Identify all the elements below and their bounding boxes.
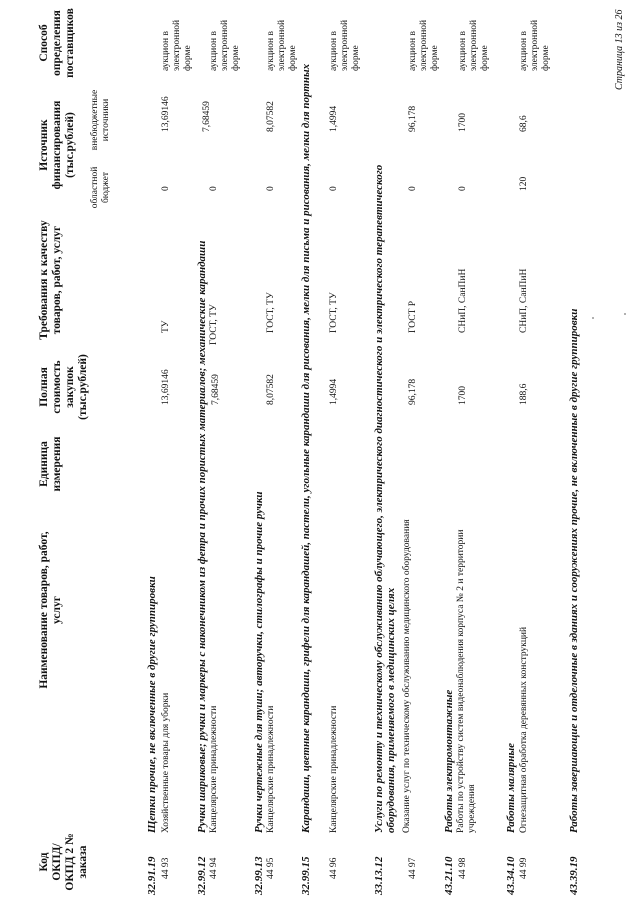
- source-extra: 7,68459: [202, 101, 212, 132]
- item-requirements: ГОСТ, ТУ: [329, 292, 339, 333]
- group-title: Ручки шариковые; ручки и маркеры с наконечником из фетра и прочих пористых материалов; механические карандаши: [196, 240, 208, 833]
- source-extra: 1,4994: [329, 105, 339, 132]
- source-extra: 1700: [458, 113, 468, 132]
- procurement-method: аукцион в электронной форме: [408, 19, 440, 71]
- item-requirements: СНиП, СанПиН: [458, 268, 468, 333]
- item-requirements: ГОСТ Р: [408, 300, 418, 333]
- item-cost: 8,07582: [266, 374, 276, 405]
- group-code: 43.39.19: [568, 856, 580, 895]
- item-name: Оказание услуг по техническому обслуживанию медицинского оборудования: [402, 519, 412, 833]
- item-cost: 1700: [458, 386, 468, 405]
- item-cost: 7,68459: [211, 374, 221, 405]
- header-method: Способ определения поставщиков: [38, 8, 76, 78]
- header-source: Источник финансирования (тыс.рублей): [38, 100, 76, 190]
- group-heading: [146, 576, 158, 895]
- item-name: Канцелярские принадлежности: [329, 705, 339, 833]
- source-extra: 8,07582: [266, 101, 276, 132]
- order-number: 44 96: [329, 857, 339, 879]
- group-title: Услуги по ремонту и техническому обслуживанию облучающего, электрического диагностического и электрического терапевтического оборудования, применяемого в медицинских целях: [373, 164, 397, 833]
- order-number: 44 95: [266, 857, 276, 879]
- order-number: 44 93: [161, 857, 171, 879]
- item-requirements: ГОСТ, ТУ: [209, 304, 219, 345]
- item-requirements: ТУ: [161, 320, 171, 333]
- item-name: Хозяйственные товары для уборки: [161, 692, 171, 833]
- source-regional: 0: [266, 186, 276, 191]
- item-cost: 1,4994: [329, 378, 339, 405]
- item-cost: 188,6: [519, 383, 529, 405]
- procurement-method: аукцион в электронной форме: [266, 19, 298, 71]
- source-regional: 0: [458, 186, 468, 191]
- group-code: 33.13.12: [373, 856, 385, 895]
- group-code: 32.99.12: [196, 856, 208, 895]
- item-name: Работы по устройству систем видеонаблюдения корпуса № 2 и территории учреждения: [456, 529, 477, 833]
- group-heading: [253, 491, 265, 895]
- item-name: Огнезащитная обработка деревянных конструкций: [519, 626, 529, 833]
- group-title: Ручки чертежные для туши; авторучки, стилографы и прочие ручки: [253, 491, 265, 833]
- source-regional: 0: [209, 186, 219, 191]
- procurement-method: аукцион в электронной форме: [519, 19, 551, 71]
- group-title: Работы электромонтажные: [443, 689, 455, 833]
- item-name: Канцелярские принадлежности: [209, 705, 219, 833]
- header-name: Наименование товаров, работ, услуг: [38, 531, 63, 689]
- header-source-regional: областной бюджет: [90, 166, 111, 209]
- source-regional: 120: [519, 176, 529, 191]
- group-code: 32.91.19: [146, 856, 158, 895]
- source-regional: 0: [408, 186, 418, 191]
- group-title: Карандаши, цветные карандаши, грифели для карандашей, пастели, угольные карандаши для рисования, мелки для письма и рисования, мелки для портных: [300, 63, 312, 833]
- procurement-method: аукцион в электронной форме: [209, 19, 241, 71]
- group-title: Работы малярные: [505, 742, 517, 833]
- header-unit: Единица измерения: [38, 436, 63, 492]
- header-source-extra: внебюджетные источники: [90, 89, 111, 151]
- item-cost: 13,69146: [161, 369, 171, 405]
- source-extra: 96,178: [408, 105, 418, 132]
- group-code: 32.99.15: [300, 856, 312, 895]
- group-code: 43.21.10: [443, 856, 455, 895]
- page-number: Страница 13 из 26: [614, 9, 625, 90]
- order-number: 44 99: [519, 857, 529, 879]
- item-requirements: СНиП, СанПиН: [519, 268, 529, 333]
- item-name: Канцелярские принадлежности: [266, 705, 276, 833]
- source-extra: 13,69146: [161, 96, 171, 132]
- group-title: Щетки прочие, не включенные в другие группировки: [146, 576, 158, 833]
- header-code: Код ОКПД/ ОКПД 2 № заказа: [38, 833, 89, 891]
- item-cost: 96,178: [408, 378, 418, 405]
- header-requirements: Требования к качеству товаров, работ, услуг: [38, 220, 63, 340]
- procurement-method: аукцион в электронной форме: [458, 19, 490, 71]
- order-number: 44 98: [458, 857, 468, 879]
- item-requirements: ГОСТ, ТУ: [266, 292, 276, 333]
- order-number: 44 94: [209, 857, 219, 879]
- source-regional: 0: [329, 186, 339, 191]
- header-cost: Полная стоимость закупок (тыс.рублей): [38, 354, 89, 420]
- group-heading: [505, 743, 517, 895]
- procurement-method: аукцион в электронной форме: [329, 19, 361, 71]
- scan-speck: [592, 317, 594, 319]
- source-extra: 68,6: [519, 115, 529, 132]
- source-regional: 0: [161, 186, 171, 191]
- order-number: 44 97: [408, 857, 418, 879]
- group-heading: [568, 309, 580, 895]
- scan-speck: [624, 313, 626, 315]
- group-code: 43.34.10: [505, 856, 517, 895]
- group-code: 32.99.13: [253, 856, 265, 895]
- group-heading: [196, 241, 208, 895]
- group-title: Работы завершающие и отделочные в зданиях и сооружениях прочие, не включенные в другие группировки: [568, 308, 580, 833]
- procurement-method: аукцион в электронной форме: [161, 19, 193, 71]
- group-heading: [443, 690, 455, 895]
